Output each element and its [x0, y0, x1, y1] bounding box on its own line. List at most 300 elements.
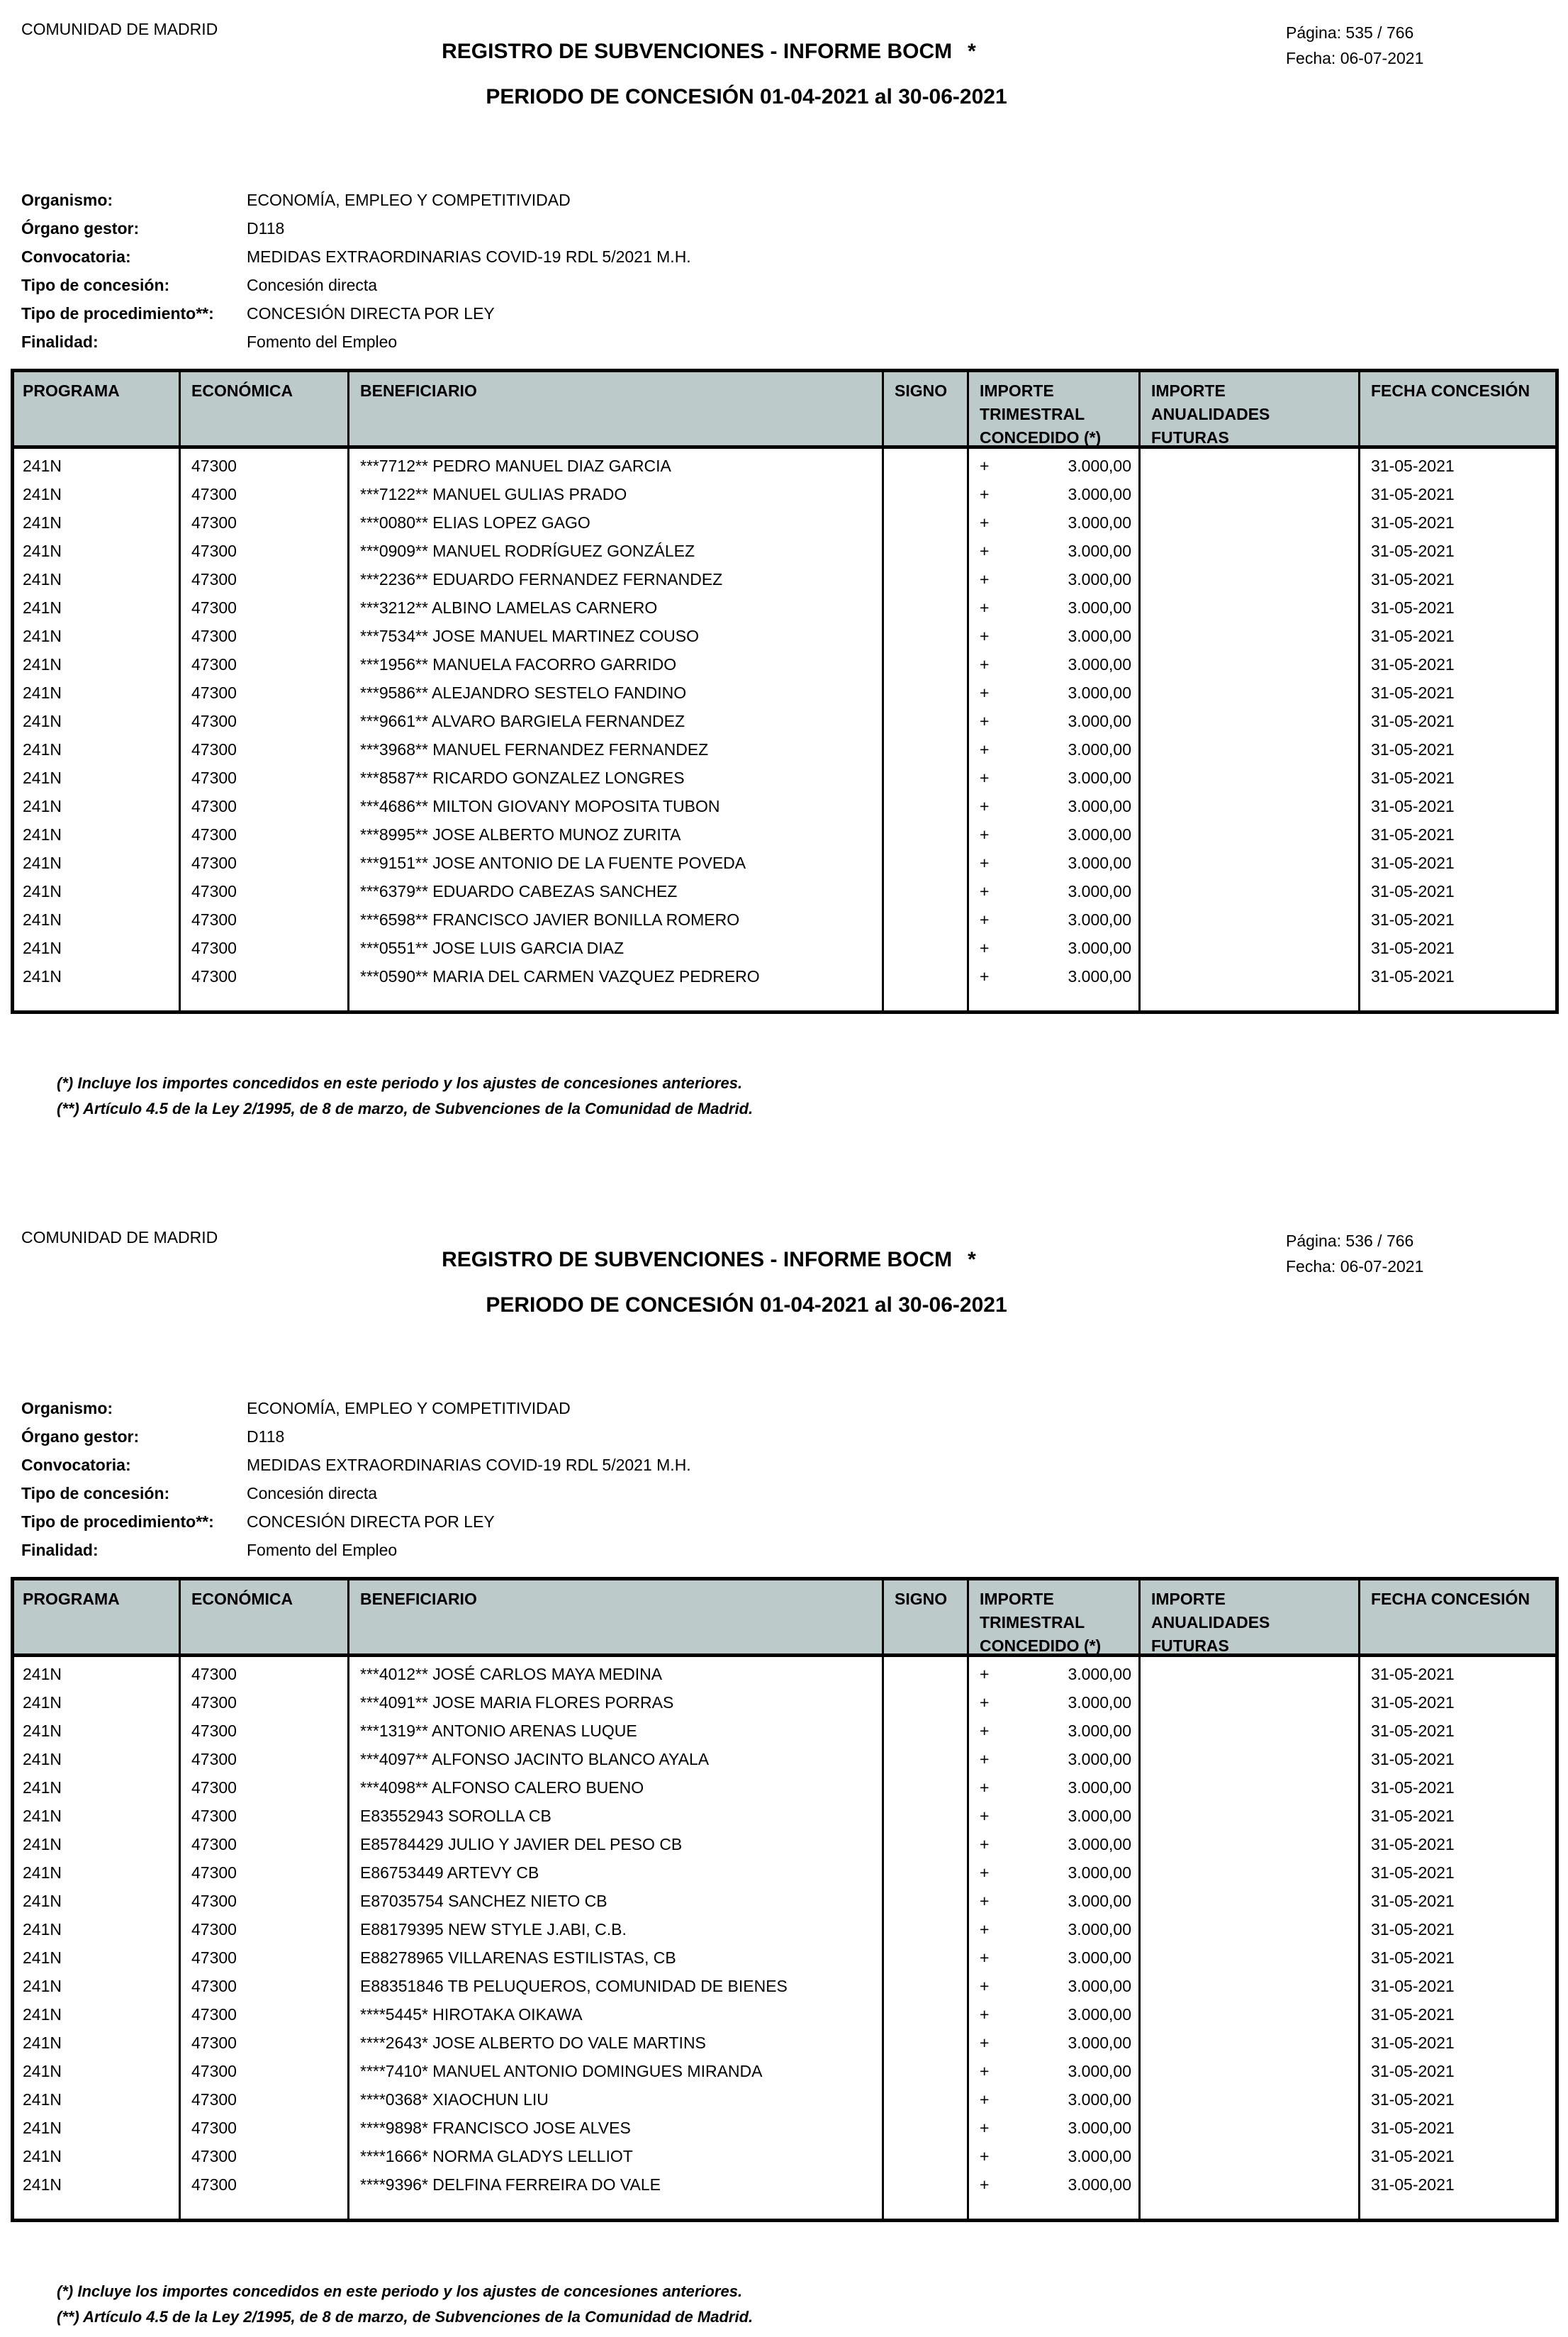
column-header-line: BENEFICIARIO	[360, 381, 477, 400]
economica-cell: 47300	[191, 1948, 237, 1967]
column-header	[980, 379, 1101, 450]
beneficiario-cell: ***2236** EDUARDO FERNANDEZ FERNANDEZ	[360, 570, 723, 589]
signo-cell: +	[980, 1920, 990, 1939]
importe-cell: 3.000,00	[1068, 1835, 1131, 1853]
importe-cell: 3.000,00	[1068, 570, 1131, 589]
metadata-label: Finalidad:	[21, 1540, 99, 1559]
column-header-line: IMPORTE	[1151, 381, 1226, 400]
table-row	[14, 1661, 1555, 1689]
importe-cell: 3.000,00	[1068, 740, 1131, 759]
column-header	[1371, 379, 1530, 403]
fecha-cell: 31-05-2021	[1371, 712, 1455, 730]
table-row	[14, 481, 1555, 509]
signo-cell: +	[980, 627, 990, 645]
table-row	[14, 2086, 1555, 2114]
beneficiario-cell: ***4012** JOSÉ CARLOS MAYA MEDINA	[360, 1665, 663, 1683]
metadata-block	[21, 1394, 691, 1564]
beneficiario-cell: ***9151** JOSE ANTONIO DE LA FUENTE POVEDA	[360, 854, 746, 872]
signo-cell: +	[980, 2034, 990, 2052]
metadata-row	[21, 1536, 691, 1564]
beneficiario-cell: ***7534** JOSE MANUEL MARTINEZ COUSO	[360, 627, 700, 645]
signo-cell: +	[980, 769, 990, 787]
fecha-cell: 31-05-2021	[1371, 1693, 1455, 1712]
beneficiario-cell: ***0909** MANUEL RODRÍGUEZ GONZÁLEZ	[360, 542, 695, 560]
economica-cell: 47300	[191, 2005, 237, 2024]
importe-cell: 3.000,00	[1068, 2034, 1131, 2052]
beneficiario-cell: ***7712** PEDRO MANUEL DIAZ GARCIA	[360, 457, 671, 475]
programa-cell: 241N	[23, 2119, 62, 2137]
economica-cell: 47300	[191, 712, 237, 730]
fecha-cell: 31-05-2021	[1371, 2062, 1455, 2080]
programa-cell: 241N	[23, 1977, 62, 1995]
table-row	[14, 679, 1555, 708]
table-row	[14, 1802, 1555, 1831]
metadata-row	[21, 242, 691, 271]
organization-name: COMUNIDAD DE MADRID	[21, 20, 218, 38]
footnotes	[57, 1071, 753, 1122]
signo-cell: +	[980, 1693, 990, 1712]
column-header	[23, 379, 120, 403]
programa-cell: 241N	[23, 2147, 62, 2165]
metadata-label: Tipo de concesión:	[21, 275, 170, 294]
beneficiario-cell: ***7122** MANUEL GULIAS PRADO	[360, 485, 627, 503]
grants-table	[11, 369, 1559, 1014]
fecha-cell: 31-05-2021	[1371, 457, 1455, 475]
column-header-line: CONCEDIDO (*)	[980, 428, 1102, 447]
metadata-row	[21, 1422, 691, 1451]
programa-cell: 241N	[23, 542, 62, 560]
table-header	[14, 372, 1555, 449]
importe-cell: 3.000,00	[1068, 967, 1131, 986]
importe-cell: 3.000,00	[1068, 513, 1131, 532]
signo-cell: +	[980, 1722, 990, 1740]
metadata-label: Convocatoria:	[21, 1455, 131, 1474]
signo-cell: +	[980, 1665, 990, 1683]
programa-cell: 241N	[23, 2005, 62, 2024]
programa-cell: 241N	[23, 2034, 62, 2052]
column-header-line: SIGNO	[895, 381, 948, 400]
metadata-label: Organismo:	[21, 1398, 113, 1417]
column-header	[191, 1588, 293, 1611]
importe-cell: 3.000,00	[1068, 1807, 1131, 1825]
beneficiario-cell: ***0080** ELIAS LOPEZ GAGO	[360, 513, 590, 532]
metadata-row	[21, 1479, 691, 1507]
programa-cell: 241N	[23, 598, 62, 617]
economica-cell: 47300	[191, 684, 237, 702]
programa-cell: 241N	[23, 825, 62, 844]
importe-cell: 3.000,00	[1068, 1892, 1131, 1910]
programa-cell: 241N	[23, 1778, 62, 1797]
programa-cell: 241N	[23, 1892, 62, 1910]
table-row	[14, 2171, 1555, 2199]
programa-cell: 241N	[23, 684, 62, 702]
beneficiario-cell: E85784429 JULIO Y JAVIER DEL PESO CB	[360, 1835, 683, 1853]
table-row	[14, 1973, 1555, 2001]
metadata-row	[21, 186, 691, 214]
signo-cell: +	[980, 1948, 990, 1967]
signo-cell: +	[980, 655, 990, 674]
economica-cell: 47300	[191, 882, 237, 900]
column-header	[980, 1588, 1101, 1658]
report-date: Fecha: 06-07-2021	[1286, 1257, 1424, 1276]
importe-cell: 3.000,00	[1068, 2175, 1131, 2194]
signo-cell: +	[980, 825, 990, 844]
page-number: Página: 535 / 766	[1286, 23, 1414, 42]
metadata-row	[21, 271, 691, 299]
footnote: (**) Artículo 4.5 de la Ley 2/1995, de 8 de marzo, de Subvenciones de la Comunidad de Madrid.	[57, 2308, 754, 2326]
fecha-cell: 31-05-2021	[1371, 2090, 1455, 2109]
beneficiario-cell: ***1956** MANUELA FACORRO GARRIDO	[360, 655, 677, 674]
importe-cell: 3.000,00	[1068, 2147, 1131, 2165]
table-row	[14, 1774, 1555, 1802]
table-row	[14, 736, 1555, 764]
beneficiario-cell: E87035754 SANCHEZ NIETO CB	[360, 1892, 607, 1910]
importe-cell: 3.000,00	[1068, 2119, 1131, 2137]
report-title-text: REGISTRO DE SUBVENCIONES - INFORME BOCM	[442, 1248, 953, 1271]
metadata-label: Tipo de procedimiento**:	[21, 303, 214, 323]
fecha-cell: 31-05-2021	[1371, 967, 1455, 986]
importe-cell: 3.000,00	[1068, 939, 1131, 957]
programa-cell: 241N	[23, 740, 62, 759]
report-title-text: REGISTRO DE SUBVENCIONES - INFORME BOCM	[442, 40, 953, 63]
importe-cell: 3.000,00	[1068, 684, 1131, 702]
footnote: (**) Artículo 4.5 de la Ley 2/1995, de 8 de marzo, de Subvenciones de la Comunidad de Madrid.	[57, 1100, 754, 1117]
table-row	[14, 821, 1555, 849]
signo-cell: +	[980, 939, 990, 957]
signo-cell: +	[980, 1807, 990, 1825]
beneficiario-cell: ****9396* DELFINA FERREIRA DO VALE	[360, 2175, 661, 2194]
beneficiario-cell: ***1319** ANTONIO ARENAS LUQUE	[360, 1722, 637, 1740]
importe-cell: 3.000,00	[1068, 1948, 1131, 1967]
table-row	[14, 623, 1555, 651]
column-header	[191, 379, 293, 403]
column-header-line: FECHA CONCESIÓN	[1371, 1590, 1530, 1608]
table-row	[14, 594, 1555, 623]
metadata-label: Tipo de concesión:	[21, 1483, 170, 1502]
metadata-label: Órgano gestor:	[21, 1427, 140, 1446]
fecha-cell: 31-05-2021	[1371, 1920, 1455, 1939]
column-header-line: ECONÓMICA	[191, 381, 293, 400]
column-header-line: ANUALIDADES	[1151, 1613, 1270, 1632]
signo-cell: +	[980, 1750, 990, 1768]
metadata-row	[21, 1394, 691, 1422]
importe-cell: 3.000,00	[1068, 1750, 1131, 1768]
column-header-line: TRIMESTRAL	[980, 405, 1085, 423]
importe-cell: 3.000,00	[1068, 825, 1131, 844]
beneficiario-cell: ****2643* JOSE ALBERTO DO VALE MARTINS	[360, 2034, 706, 2052]
signo-cell: +	[980, 485, 990, 503]
importe-cell: 3.000,00	[1068, 655, 1131, 674]
economica-cell: 47300	[191, 2034, 237, 2052]
table-row	[14, 1887, 1555, 1916]
importe-cell: 3.000,00	[1068, 2005, 1131, 2024]
beneficiario-cell: ****9898* FRANCISCO JOSE ALVES	[360, 2119, 631, 2137]
table-row	[14, 452, 1555, 481]
table-row	[14, 651, 1555, 679]
programa-cell: 241N	[23, 882, 62, 900]
economica-cell: 47300	[191, 1750, 237, 1768]
programa-cell: 241N	[23, 627, 62, 645]
fecha-cell: 31-05-2021	[1371, 513, 1455, 532]
metadata-value: Concesión directa	[247, 1483, 378, 1502]
column-header-line: CONCEDIDO (*)	[980, 1636, 1102, 1655]
economica-cell: 47300	[191, 910, 237, 929]
beneficiario-cell: E88351846 TB PELUQUEROS, COMUNIDAD DE BIENES	[360, 1977, 788, 1995]
column-header	[1371, 1588, 1530, 1611]
column-header-line: IMPORTE	[1151, 1590, 1226, 1608]
column-header-line: ANUALIDADES	[1151, 405, 1270, 423]
importe-cell: 3.000,00	[1068, 627, 1131, 645]
economica-cell: 47300	[191, 769, 237, 787]
table-row	[14, 537, 1555, 566]
programa-cell: 241N	[23, 967, 62, 986]
economica-cell: 47300	[191, 1920, 237, 1939]
metadata-label: Convocatoria:	[21, 247, 131, 266]
economica-cell: 47300	[191, 1778, 237, 1797]
table-row	[14, 2143, 1555, 2171]
importe-cell: 3.000,00	[1068, 485, 1131, 503]
economica-cell: 47300	[191, 825, 237, 844]
programa-cell: 241N	[23, 1807, 62, 1825]
table-row	[14, 1689, 1555, 1717]
programa-cell: 241N	[23, 1665, 62, 1683]
importe-cell: 3.000,00	[1068, 2090, 1131, 2109]
economica-cell: 47300	[191, 627, 237, 645]
programa-cell: 241N	[23, 939, 62, 957]
programa-cell: 241N	[23, 712, 62, 730]
metadata-row	[21, 214, 691, 242]
beneficiario-cell: ***8995** JOSE ALBERTO MUNOZ ZURITA	[360, 825, 681, 844]
economica-cell: 47300	[191, 598, 237, 617]
table-row	[14, 708, 1555, 736]
beneficiario-cell: ***4097** ALFONSO JACINTO BLANCO AYALA	[360, 1750, 710, 1768]
signo-cell: +	[980, 1835, 990, 1853]
table-row	[14, 764, 1555, 793]
table-header	[14, 1580, 1555, 1657]
footnote: (*) Incluye los importes concedidos en este periodo y los ajustes de concesiones anteriores.	[57, 2282, 743, 2300]
economica-cell: 47300	[191, 2119, 237, 2137]
metadata-label: Tipo de procedimiento**:	[21, 1512, 214, 1531]
fecha-cell: 31-05-2021	[1371, 2034, 1455, 2052]
fecha-cell: 31-05-2021	[1371, 825, 1455, 844]
economica-cell: 47300	[191, 854, 237, 872]
fecha-cell: 31-05-2021	[1371, 882, 1455, 900]
programa-cell: 241N	[23, 2175, 62, 2194]
programa-cell: 241N	[23, 2090, 62, 2109]
economica-cell: 47300	[191, 485, 237, 503]
signo-cell: +	[980, 882, 990, 900]
fecha-cell: 31-05-2021	[1371, 910, 1455, 929]
importe-cell: 3.000,00	[1068, 882, 1131, 900]
column-header-line: PROGRAMA	[23, 381, 120, 400]
economica-cell: 47300	[191, 1807, 237, 1825]
column-header	[895, 1588, 947, 1611]
fecha-cell: 31-05-2021	[1371, 627, 1455, 645]
economica-cell: 47300	[191, 1693, 237, 1712]
economica-cell: 47300	[191, 1977, 237, 1995]
signo-cell: +	[980, 684, 990, 702]
column-header	[1151, 379, 1270, 450]
fecha-cell: 31-05-2021	[1371, 2005, 1455, 2024]
fecha-cell: 31-05-2021	[1371, 684, 1455, 702]
beneficiario-cell: E86753449 ARTEVY CB	[360, 1863, 539, 1882]
beneficiario-cell: ***0590** MARIA DEL CARMEN VAZQUEZ PEDRERO	[360, 967, 760, 986]
column-header-line: SIGNO	[895, 1590, 948, 1608]
fecha-cell: 31-05-2021	[1371, 1778, 1455, 1797]
importe-cell: 3.000,00	[1068, 598, 1131, 617]
table-row	[14, 1859, 1555, 1887]
beneficiario-cell: ***6598** FRANCISCO JAVIER BONILLA ROMERO	[360, 910, 740, 929]
signo-cell: +	[980, 1863, 990, 1882]
programa-cell: 241N	[23, 485, 62, 503]
beneficiario-cell: ***6379** EDUARDO CABEZAS SANCHEZ	[360, 882, 678, 900]
importe-cell: 3.000,00	[1068, 910, 1131, 929]
fecha-cell: 31-05-2021	[1371, 542, 1455, 560]
metadata-value: MEDIDAS EXTRAORDINARIAS COVID-19 RDL 5/2021 M.H.	[247, 247, 691, 266]
beneficiario-cell: ***4091** JOSE MARIA FLORES PORRAS	[360, 1693, 674, 1712]
fecha-cell: 31-05-2021	[1371, 939, 1455, 957]
grants-table	[11, 1577, 1559, 2222]
period-title	[0, 85, 1568, 109]
metadata-row	[21, 1507, 691, 1536]
fecha-cell: 31-05-2021	[1371, 1948, 1455, 1967]
metadata-label: Órgano gestor:	[21, 218, 140, 238]
fecha-cell: 31-05-2021	[1371, 1665, 1455, 1683]
metadata-row	[21, 328, 691, 356]
signo-cell: +	[980, 712, 990, 730]
column-header	[895, 379, 947, 403]
economica-cell: 47300	[191, 2090, 237, 2109]
metadata-value: D118	[247, 218, 285, 238]
economica-cell: 47300	[191, 655, 237, 674]
metadata-value: Fomento del Empleo	[247, 332, 398, 351]
page-info	[1286, 1228, 1423, 1279]
fecha-cell: 31-05-2021	[1371, 1892, 1455, 1910]
economica-cell: 47300	[191, 797, 237, 815]
signo-cell: +	[980, 2175, 990, 2194]
column-header-line: FECHA CONCESIÓN	[1371, 381, 1530, 400]
table-row	[14, 1831, 1555, 1859]
importe-cell: 3.000,00	[1068, 1977, 1131, 1995]
programa-cell: 241N	[23, 457, 62, 475]
beneficiario-cell: ***9586** ALEJANDRO SESTELO FANDINO	[360, 684, 687, 702]
economica-cell: 47300	[191, 2147, 237, 2165]
programa-cell: 241N	[23, 1693, 62, 1712]
footnotes	[57, 2279, 753, 2330]
table-row	[14, 1944, 1555, 1973]
programa-cell: 241N	[23, 1722, 62, 1740]
table-row	[14, 849, 1555, 878]
page-info	[1286, 20, 1423, 71]
importe-cell: 3.000,00	[1068, 712, 1131, 730]
table-row	[14, 2058, 1555, 2086]
beneficiario-cell: ***4686** MILTON GIOVANY MOPOSITA TUBON	[360, 797, 720, 815]
beneficiario-cell: E83552943 SOROLLA CB	[360, 1807, 551, 1825]
column-header-line: IMPORTE	[980, 1590, 1054, 1608]
signo-cell: +	[980, 457, 990, 475]
economica-cell: 47300	[191, 1863, 237, 1882]
table-row	[14, 906, 1555, 935]
importe-cell: 3.000,00	[1068, 1863, 1131, 1882]
fecha-cell: 31-05-2021	[1371, 2119, 1455, 2137]
metadata-value: Concesión directa	[247, 275, 378, 294]
metadata-value: ECONOMÍA, EMPLEO Y COMPETITIVIDAD	[247, 1398, 571, 1417]
report-page	[0, 1208, 1568, 2337]
signo-cell: +	[980, 513, 990, 532]
column-header	[1151, 1588, 1270, 1658]
column-header-line: FUTURAS	[1151, 1636, 1229, 1655]
importe-cell: 3.000,00	[1068, 1778, 1131, 1797]
importe-cell: 3.000,00	[1068, 797, 1131, 815]
period-title-text: PERIODO DE CONCESIÓN 01-04-2021 al 30-06-2021	[486, 1293, 1007, 1317]
importe-cell: 3.000,00	[1068, 769, 1131, 787]
metadata-row	[21, 1451, 691, 1479]
signo-cell: +	[980, 2062, 990, 2080]
programa-cell: 241N	[23, 570, 62, 589]
economica-cell: 47300	[191, 513, 237, 532]
beneficiario-cell: ***0551** JOSE LUIS GARCIA DIAZ	[360, 939, 624, 957]
fecha-cell: 31-05-2021	[1371, 769, 1455, 787]
beneficiario-cell: ****0368* XIAOCHUN LIU	[360, 2090, 549, 2109]
beneficiario-cell: ***8587** RICARDO GONZALEZ LONGRES	[360, 769, 685, 787]
period-title-text: PERIODO DE CONCESIÓN 01-04-2021 al 30-06-2021	[486, 85, 1007, 108]
signo-cell: +	[980, 1778, 990, 1797]
fecha-cell: 31-05-2021	[1371, 1863, 1455, 1882]
signo-cell: +	[980, 910, 990, 929]
beneficiario-cell: ***4098** ALFONSO CALERO BUENO	[360, 1778, 644, 1797]
fecha-cell: 31-05-2021	[1371, 598, 1455, 617]
signo-cell: +	[980, 570, 990, 589]
fecha-cell: 31-05-2021	[1371, 1750, 1455, 1768]
economica-cell: 47300	[191, 1835, 237, 1853]
table-row	[14, 878, 1555, 906]
fecha-cell: 31-05-2021	[1371, 570, 1455, 589]
column-header-line: BENEFICIARIO	[360, 1590, 477, 1608]
fecha-cell: 31-05-2021	[1371, 1977, 1455, 1995]
column-header-line: ECONÓMICA	[191, 1590, 293, 1608]
fecha-cell: 31-05-2021	[1371, 485, 1455, 503]
table-row	[14, 2029, 1555, 2058]
metadata-label: Organismo:	[21, 190, 113, 209]
fecha-cell: 31-05-2021	[1371, 2147, 1455, 2165]
signo-cell: +	[980, 740, 990, 759]
programa-cell: 241N	[23, 1835, 62, 1853]
metadata-value: Fomento del Empleo	[247, 1540, 398, 1559]
beneficiario-cell: E88179395 NEW STYLE J.ABI, C.B.	[360, 1920, 627, 1939]
column-header	[360, 1588, 477, 1611]
signo-cell: +	[980, 2090, 990, 2109]
table-row	[14, 1746, 1555, 1774]
signo-cell: +	[980, 2119, 990, 2137]
table-row	[14, 1916, 1555, 1944]
table-row	[14, 509, 1555, 537]
report-title-mark: *	[968, 1248, 976, 1271]
column-header-line: TRIMESTRAL	[980, 1613, 1085, 1632]
table-row	[14, 566, 1555, 594]
programa-cell: 241N	[23, 1948, 62, 1967]
fecha-cell: 31-05-2021	[1371, 1807, 1455, 1825]
economica-cell: 47300	[191, 570, 237, 589]
metadata-value: CONCESIÓN DIRECTA POR LEY	[247, 303, 495, 323]
fecha-cell: 31-05-2021	[1371, 2175, 1455, 2194]
table-row	[14, 2114, 1555, 2143]
column-header	[360, 379, 477, 403]
importe-cell: 3.000,00	[1068, 1722, 1131, 1740]
page-number: Página: 536 / 766	[1286, 1232, 1414, 1250]
signo-cell: +	[980, 854, 990, 872]
economica-cell: 47300	[191, 1892, 237, 1910]
organization-name: COMUNIDAD DE MADRID	[21, 1228, 218, 1246]
